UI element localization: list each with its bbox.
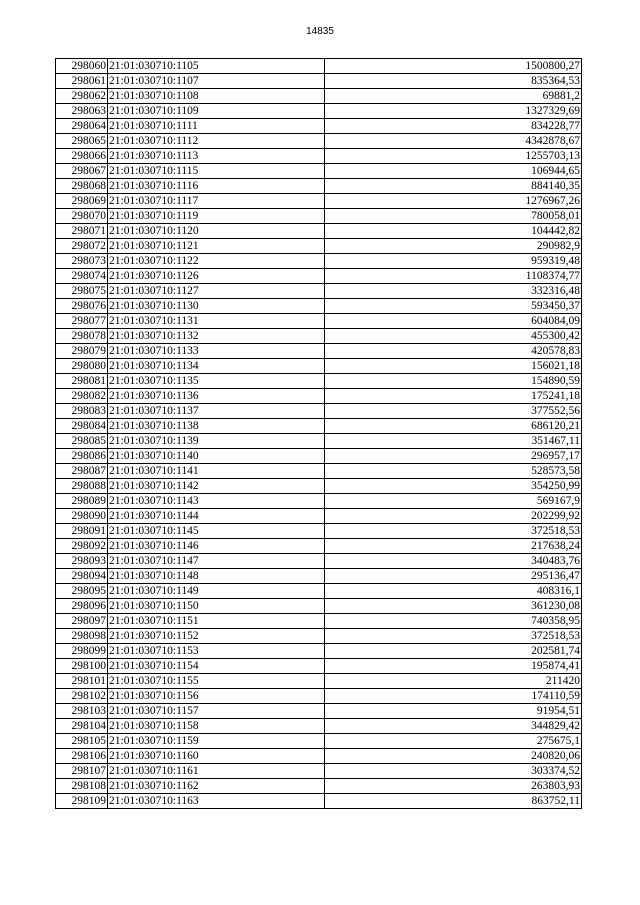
table-row — [56, 314, 582, 329]
table-row — [56, 404, 582, 419]
cadastral-number-cell: 21:01:030710:1154 — [108, 659, 325, 674]
cadastral-value-table — [55, 58, 582, 809]
cadastral-number-cell: 21:01:030710:1142 — [108, 479, 325, 494]
cadastral-number-cell: 21:01:030710:1161 — [108, 764, 325, 779]
cadastral-number-cell: 21:01:030710:1163 — [108, 794, 325, 809]
table-row — [56, 299, 582, 314]
row-number-cell: 298108 — [56, 779, 108, 794]
cadastral-value-cell: 104442,82 — [325, 224, 582, 239]
table-row — [56, 734, 582, 749]
table-row — [56, 389, 582, 404]
row-number-cell: 298079 — [56, 344, 108, 359]
cadastral-value-cell: 275675,1 — [325, 734, 582, 749]
table-row — [56, 629, 582, 644]
table-row — [56, 344, 582, 359]
cadastral-value-cell: 740358,95 — [325, 614, 582, 629]
row-number-cell: 298061 — [56, 74, 108, 89]
row-number-cell: 298094 — [56, 569, 108, 584]
cadastral-number-cell: 21:01:030710:1127 — [108, 284, 325, 299]
row-number-cell: 298103 — [56, 704, 108, 719]
cadastral-value-cell: 372518,53 — [325, 524, 582, 539]
table-row — [56, 59, 582, 74]
table-row — [56, 209, 582, 224]
cadastral-value-cell: 884140,35 — [325, 179, 582, 194]
row-number-cell: 298083 — [56, 404, 108, 419]
table-row — [56, 794, 582, 809]
row-number-cell: 298092 — [56, 539, 108, 554]
table-row — [56, 494, 582, 509]
cadastral-value-cell: 156021,18 — [325, 359, 582, 374]
row-number-cell: 298070 — [56, 209, 108, 224]
cadastral-value-cell: 295136,47 — [325, 569, 582, 584]
row-number-cell: 298065 — [56, 134, 108, 149]
cadastral-number-cell: 21:01:030710:1162 — [108, 779, 325, 794]
cadastral-value-cell: 863752,11 — [325, 794, 582, 809]
cadastral-value-cell: 408316,1 — [325, 584, 582, 599]
table-row — [56, 269, 582, 284]
cadastral-number-cell: 21:01:030710:1109 — [108, 104, 325, 119]
cadastral-number-cell: 21:01:030710:1151 — [108, 614, 325, 629]
table-row — [56, 134, 582, 149]
cadastral-number-cell: 21:01:030710:1147 — [108, 554, 325, 569]
row-number-cell: 298107 — [56, 764, 108, 779]
table-row — [56, 689, 582, 704]
row-number-cell: 298109 — [56, 794, 108, 809]
cadastral-value-cell: 593450,37 — [325, 299, 582, 314]
row-number-cell: 298071 — [56, 224, 108, 239]
cadastral-number-cell: 21:01:030710:1130 — [108, 299, 325, 314]
table-row — [56, 419, 582, 434]
table-row — [56, 614, 582, 629]
cadastral-number-cell: 21:01:030710:1116 — [108, 179, 325, 194]
cadastral-number-cell: 21:01:030710:1153 — [108, 644, 325, 659]
table-row — [56, 719, 582, 734]
cadastral-value-cell: 154890,59 — [325, 374, 582, 389]
cadastral-value-cell: 175241,18 — [325, 389, 582, 404]
cadastral-number-cell: 21:01:030710:1140 — [108, 449, 325, 464]
row-number-cell: 298100 — [56, 659, 108, 674]
row-number-cell: 298093 — [56, 554, 108, 569]
table-row — [56, 599, 582, 614]
table-row — [56, 464, 582, 479]
cadastral-number-cell: 21:01:030710:1112 — [108, 134, 325, 149]
cadastral-value-cell: 1276967,26 — [325, 194, 582, 209]
row-number-cell: 298075 — [56, 284, 108, 299]
table-row — [56, 524, 582, 539]
cadastral-number-cell: 21:01:030710:1131 — [108, 314, 325, 329]
cadastral-value-cell: 91954,51 — [325, 704, 582, 719]
row-number-cell: 298091 — [56, 524, 108, 539]
table-row — [56, 194, 582, 209]
row-number-cell: 298080 — [56, 359, 108, 374]
cadastral-number-cell: 21:01:030710:1113 — [108, 149, 325, 164]
cadastral-value-cell: 240820,06 — [325, 749, 582, 764]
table-row — [56, 644, 582, 659]
cadastral-value-cell: 195874,41 — [325, 659, 582, 674]
table-row — [56, 764, 582, 779]
row-number-cell: 298106 — [56, 749, 108, 764]
cadastral-value-cell: 372518,53 — [325, 629, 582, 644]
cadastral-number-cell: 21:01:030710:1119 — [108, 209, 325, 224]
row-number-cell: 298062 — [56, 89, 108, 104]
row-number-cell: 298088 — [56, 479, 108, 494]
table-row — [56, 164, 582, 179]
cadastral-number-cell: 21:01:030710:1107 — [108, 74, 325, 89]
cadastral-number-cell: 21:01:030710:1144 — [108, 509, 325, 524]
cadastral-number-cell: 21:01:030710:1160 — [108, 749, 325, 764]
cadastral-number-cell: 21:01:030710:1117 — [108, 194, 325, 209]
cadastral-value-cell: 361230,08 — [325, 599, 582, 614]
cadastral-number-cell: 21:01:030710:1122 — [108, 254, 325, 269]
row-number-cell: 298072 — [56, 239, 108, 254]
cadastral-value-cell: 211420 — [325, 674, 582, 689]
row-number-cell: 298097 — [56, 614, 108, 629]
cadastral-number-cell: 21:01:030710:1141 — [108, 464, 325, 479]
table-row — [56, 569, 582, 584]
table-row — [56, 704, 582, 719]
row-number-cell: 298086 — [56, 449, 108, 464]
table-row — [56, 359, 582, 374]
table-row — [56, 239, 582, 254]
row-number-cell: 298089 — [56, 494, 108, 509]
cadastral-value-cell: 263803,93 — [325, 779, 582, 794]
cadastral-value-cell: 1327329,69 — [325, 104, 582, 119]
cadastral-number-cell: 21:01:030710:1145 — [108, 524, 325, 539]
cadastral-value-cell: 528573,58 — [325, 464, 582, 479]
row-number-cell: 298077 — [56, 314, 108, 329]
cadastral-value-cell: 351467,11 — [325, 434, 582, 449]
table-row — [56, 674, 582, 689]
row-number-cell: 298087 — [56, 464, 108, 479]
table-row — [56, 539, 582, 554]
page-number: 14835 — [306, 26, 334, 37]
cadastral-number-cell: 21:01:030710:1132 — [108, 329, 325, 344]
cadastral-value-cell: 202581,74 — [325, 644, 582, 659]
row-number-cell: 298090 — [56, 509, 108, 524]
cadastral-value-cell: 1500800,27 — [325, 59, 582, 74]
cadastral-number-cell: 21:01:030710:1108 — [108, 89, 325, 104]
cadastral-number-cell: 21:01:030710:1143 — [108, 494, 325, 509]
table-row — [56, 479, 582, 494]
cadastral-value-cell: 344829,42 — [325, 719, 582, 734]
cadastral-value-cell: 202299,92 — [325, 509, 582, 524]
row-number-cell: 298102 — [56, 689, 108, 704]
cadastral-number-cell: 21:01:030710:1148 — [108, 569, 325, 584]
cadastral-value-cell: 340483,76 — [325, 554, 582, 569]
cadastral-value-cell: 959319,48 — [325, 254, 582, 269]
row-number-cell: 298074 — [56, 269, 108, 284]
table-row — [56, 89, 582, 104]
cadastral-value-cell: 455300,42 — [325, 329, 582, 344]
table-row — [56, 224, 582, 239]
cadastral-value-cell: 686120,21 — [325, 419, 582, 434]
cadastral-value-cell: 106944,65 — [325, 164, 582, 179]
cadastral-number-cell: 21:01:030710:1146 — [108, 539, 325, 554]
cadastral-number-cell: 21:01:030710:1158 — [108, 719, 325, 734]
cadastral-value-cell: 835364,53 — [325, 74, 582, 89]
cadastral-value-cell: 174110,59 — [325, 689, 582, 704]
table-row — [56, 554, 582, 569]
cadastral-number-cell: 21:01:030710:1155 — [108, 674, 325, 689]
row-number-cell: 298101 — [56, 674, 108, 689]
row-number-cell: 298085 — [56, 434, 108, 449]
row-number-cell: 298095 — [56, 584, 108, 599]
cadastral-number-cell: 21:01:030710:1111 — [108, 119, 325, 134]
cadastral-number-cell: 21:01:030710:1120 — [108, 224, 325, 239]
table-row — [56, 284, 582, 299]
cadastral-number-cell: 21:01:030710:1157 — [108, 704, 325, 719]
table-row — [56, 119, 582, 134]
cadastral-value-cell: 290982,9 — [325, 239, 582, 254]
cadastral-number-cell: 21:01:030710:1156 — [108, 689, 325, 704]
cadastral-value-cell: 303374,52 — [325, 764, 582, 779]
cadastral-value-cell: 420578,83 — [325, 344, 582, 359]
cadastral-number-cell: 21:01:030710:1105 — [108, 59, 325, 74]
cadastral-value-cell: 604084,09 — [325, 314, 582, 329]
cadastral-number-cell: 21:01:030710:1138 — [108, 419, 325, 434]
cadastral-number-cell: 21:01:030710:1121 — [108, 239, 325, 254]
cadastral-number-cell: 21:01:030710:1126 — [108, 269, 325, 284]
cadastral-value-cell: 332316,48 — [325, 284, 582, 299]
cadastral-value-cell: 1108374,77 — [325, 269, 582, 284]
cadastral-value-cell: 780058,01 — [325, 209, 582, 224]
table-row — [56, 509, 582, 524]
table-row — [56, 104, 582, 119]
row-number-cell: 298073 — [56, 254, 108, 269]
row-number-cell: 298098 — [56, 629, 108, 644]
cadastral-value-cell: 377552,56 — [325, 404, 582, 419]
cadastral-value-cell: 569167,9 — [325, 494, 582, 509]
cadastral-number-cell: 21:01:030710:1137 — [108, 404, 325, 419]
row-number-cell: 298064 — [56, 119, 108, 134]
row-number-cell: 298096 — [56, 599, 108, 614]
table-row — [56, 779, 582, 794]
table-row — [56, 659, 582, 674]
table-row — [56, 434, 582, 449]
cadastral-number-cell: 21:01:030710:1133 — [108, 344, 325, 359]
row-number-cell: 298060 — [56, 59, 108, 74]
table-row — [56, 149, 582, 164]
row-number-cell: 298068 — [56, 179, 108, 194]
table-row — [56, 179, 582, 194]
cadastral-number-cell: 21:01:030710:1159 — [108, 734, 325, 749]
row-number-cell: 298084 — [56, 419, 108, 434]
cadastral-value-cell: 69881,2 — [325, 89, 582, 104]
table-row — [56, 254, 582, 269]
cadastral-number-cell: 21:01:030710:1136 — [108, 389, 325, 404]
row-number-cell: 298069 — [56, 194, 108, 209]
cadastral-number-cell: 21:01:030710:1115 — [108, 164, 325, 179]
row-number-cell: 298104 — [56, 719, 108, 734]
cadastral-number-cell: 21:01:030710:1135 — [108, 374, 325, 389]
cadastral-value-cell: 217638,24 — [325, 539, 582, 554]
cadastral-number-cell: 21:01:030710:1149 — [108, 584, 325, 599]
cadastral-value-cell: 296957,17 — [325, 449, 582, 464]
cadastral-number-cell: 21:01:030710:1139 — [108, 434, 325, 449]
cadastral-number-cell: 21:01:030710:1150 — [108, 599, 325, 614]
row-number-cell: 298082 — [56, 389, 108, 404]
row-number-cell: 298063 — [56, 104, 108, 119]
table-body — [56, 59, 582, 809]
table-row — [56, 74, 582, 89]
row-number-cell: 298081 — [56, 374, 108, 389]
cadastral-number-cell: 21:01:030710:1134 — [108, 359, 325, 374]
cadastral-value-cell: 834228,77 — [325, 119, 582, 134]
row-number-cell: 298078 — [56, 329, 108, 344]
table-row — [56, 584, 582, 599]
cadastral-value-cell: 354250,99 — [325, 479, 582, 494]
row-number-cell: 298105 — [56, 734, 108, 749]
row-number-cell: 298076 — [56, 299, 108, 314]
row-number-cell: 298067 — [56, 164, 108, 179]
cadastral-value-cell: 4342878,67 — [325, 134, 582, 149]
table-row — [56, 374, 582, 389]
table-row — [56, 329, 582, 344]
cadastral-value-cell: 1255703,13 — [325, 149, 582, 164]
row-number-cell: 298099 — [56, 644, 108, 659]
table-row — [56, 749, 582, 764]
cadastral-number-cell: 21:01:030710:1152 — [108, 629, 325, 644]
table-row — [56, 449, 582, 464]
row-number-cell: 298066 — [56, 149, 108, 164]
